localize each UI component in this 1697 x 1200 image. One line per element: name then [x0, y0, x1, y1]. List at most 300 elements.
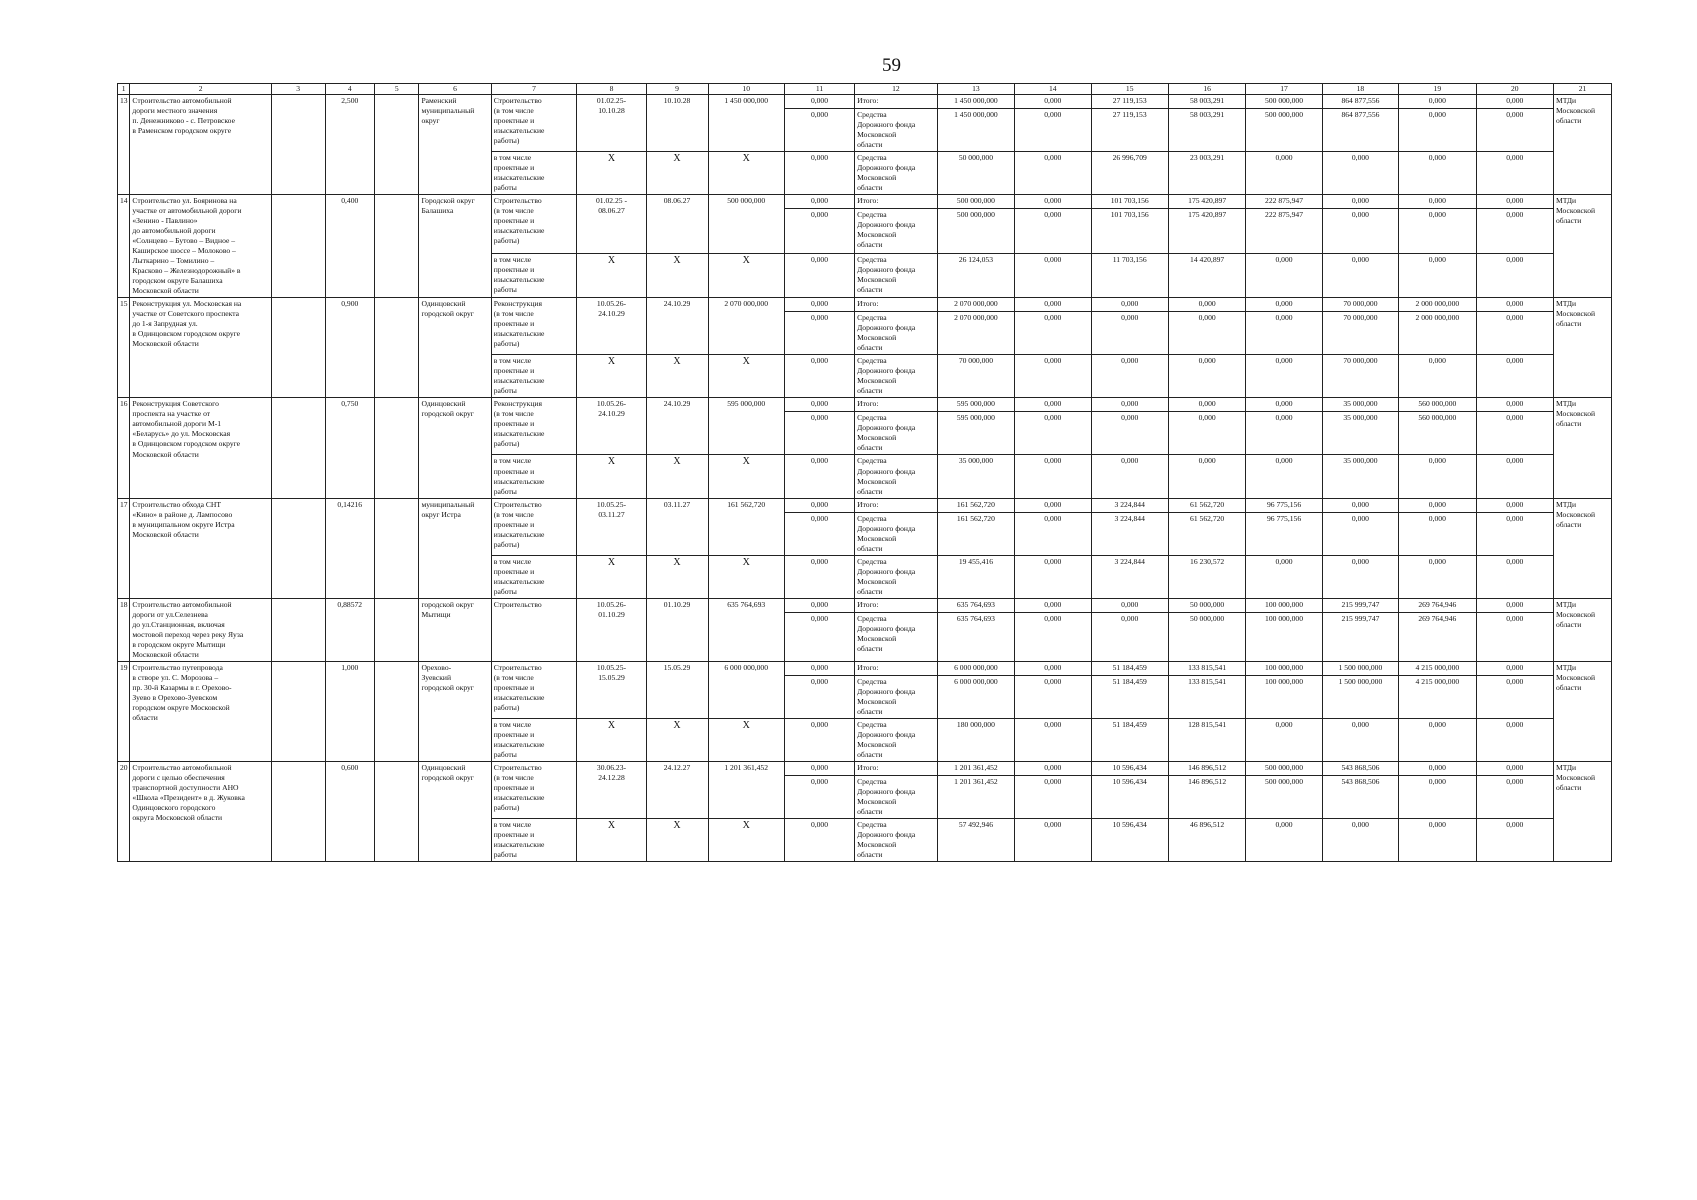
municipality: Орехово- Зуевский городской округ — [419, 661, 491, 761]
amount-col16: 175 420,897 — [1168, 209, 1245, 254]
funding-label: Средства Дорожного фонда Московской области — [855, 209, 938, 254]
amount-col20: 0,000 — [1476, 455, 1553, 498]
amount-col19: 269 764,946 — [1399, 598, 1476, 612]
amount-col15: 0,000 — [1091, 355, 1168, 398]
work-type: Строительство (в том числе проектные и изыскательские работы) — [491, 95, 577, 152]
funding-label: Средства Дорожного фонда Московской области — [855, 775, 938, 818]
work-type: Строительство (в том числе проектные и изыскательские работы) — [491, 195, 577, 254]
funding-label: Итого: — [855, 95, 938, 109]
col5-value — [375, 761, 419, 861]
amount-col17: 0,000 — [1246, 818, 1322, 861]
amount-col18: 0,000 — [1322, 253, 1398, 298]
funding-label: Итого: — [855, 195, 938, 209]
amount-col20: 0,000 — [1476, 298, 1553, 312]
amount-col11: 0,000 — [784, 95, 854, 109]
funding-label: Итого: — [855, 661, 938, 675]
completion-date: 01.10.29 — [646, 598, 708, 661]
amount-col18: 0,000 — [1322, 152, 1398, 195]
amount-col15: 10 596,434 — [1091, 818, 1168, 861]
funding-label: Итого: — [855, 298, 938, 312]
amount-col18: 543 868,506 — [1322, 761, 1398, 775]
project-name: Строительство автомобильной дороги от ул.Селезнева до ул.Станционная, включая мостовой переход через реку Яуза в городском округе Мытищи Московской области — [130, 598, 271, 661]
total-cost: 500 000,000 — [708, 195, 784, 254]
work-type: Строительство (в том числе проектные и изыскательские работы) — [491, 498, 577, 555]
amount-col16: 50 000,000 — [1168, 612, 1245, 661]
amount-col17: 222 875,947 — [1246, 195, 1322, 209]
length-km: 0,900 — [325, 298, 375, 398]
column-number: 11 — [784, 84, 854, 95]
amount-col15: 51 184,459 — [1091, 718, 1168, 761]
x-mark: X — [646, 355, 708, 398]
amount-col11: 0,000 — [784, 195, 854, 209]
column-number: 5 — [375, 84, 419, 95]
amount-col15: 0,000 — [1091, 455, 1168, 498]
x-mark: X — [577, 152, 646, 195]
total-cost: 6 000 000,000 — [708, 661, 784, 718]
amount-col20: 0,000 — [1476, 612, 1553, 661]
amount-col11: 0,000 — [784, 355, 854, 398]
amount-col14: 0,000 — [1015, 512, 1091, 555]
amount-col20: 0,000 — [1476, 598, 1553, 612]
period: 30.06.23- 24.12.28 — [577, 761, 646, 818]
column-number: 15 — [1091, 84, 1168, 95]
amount-col11: 0,000 — [784, 412, 854, 455]
amount-col17: 0,000 — [1246, 412, 1322, 455]
amount-col14: 0,000 — [1015, 775, 1091, 818]
amount-col15: 10 596,434 — [1091, 775, 1168, 818]
amount-col17: 0,000 — [1246, 298, 1322, 312]
amount-col16: 175 420,897 — [1168, 195, 1245, 209]
amount-col19: 0,000 — [1399, 512, 1476, 555]
amount-col18: 0,000 — [1322, 718, 1398, 761]
x-mark: X — [577, 555, 646, 598]
column-number: 20 — [1476, 84, 1553, 95]
amount-col17: 96 775,156 — [1246, 498, 1322, 512]
amount-col13: 180 000,000 — [937, 718, 1014, 761]
col5-value — [375, 195, 419, 298]
amount-col20: 0,000 — [1476, 512, 1553, 555]
x-mark: X — [646, 152, 708, 195]
amount-col19: 560 000,000 — [1399, 398, 1476, 412]
amount-col16: 0,000 — [1168, 398, 1245, 412]
column-number: 13 — [937, 84, 1014, 95]
amount-col11: 0,000 — [784, 718, 854, 761]
amount-col13: 635 764,693 — [937, 598, 1014, 612]
period: 01.02.25 - 08.06.27 — [577, 195, 646, 254]
amount-col13: 26 124,053 — [937, 253, 1014, 298]
completion-date: 15.05.29 — [646, 661, 708, 718]
amount-col15: 0,000 — [1091, 312, 1168, 355]
amount-col16: 0,000 — [1168, 355, 1245, 398]
project-name: Строительство автомобильной дороги с целью обеспечения транспортной доступности АНО «Школа «Президент» в д. Жуковка Одинцовского городского округа Московской области — [130, 761, 271, 861]
funding-label: Средства Дорожного фонда Московской области — [855, 612, 938, 661]
amount-col20: 0,000 — [1476, 398, 1553, 412]
amount-col13: 2 070 000,000 — [937, 298, 1014, 312]
amount-col18: 35 000,000 — [1322, 455, 1398, 498]
completion-date: 08.06.27 — [646, 195, 708, 254]
amount-col17: 0,000 — [1246, 312, 1322, 355]
column-number: 1 — [118, 84, 130, 95]
column-number-row — [118, 84, 1612, 95]
total-cost: 1 450 000,000 — [708, 95, 784, 152]
funding-label: Итого: — [855, 498, 938, 512]
amount-col11: 0,000 — [784, 598, 854, 612]
amount-col11: 0,000 — [784, 109, 854, 152]
amount-col18: 215 999,747 — [1322, 612, 1398, 661]
amount-col15: 3 224,844 — [1091, 512, 1168, 555]
amount-col20: 0,000 — [1476, 312, 1553, 355]
amount-col16: 16 230,572 — [1168, 555, 1245, 598]
col3-value — [271, 95, 325, 195]
amount-col11: 0,000 — [784, 675, 854, 718]
column-number: 21 — [1553, 84, 1611, 95]
amount-col17: 0,000 — [1246, 718, 1322, 761]
col3-value — [271, 598, 325, 661]
amount-col18: 215 999,747 — [1322, 598, 1398, 612]
amount-col11: 0,000 — [784, 398, 854, 412]
amount-col13: 161 562,720 — [937, 498, 1014, 512]
amount-col13: 6 000 000,000 — [937, 675, 1014, 718]
x-mark: X — [577, 455, 646, 498]
amount-col13: 595 000,000 — [937, 412, 1014, 455]
amount-col18: 70 000,000 — [1322, 312, 1398, 355]
amount-col14: 0,000 — [1015, 818, 1091, 861]
total-cost: 2 070 000,000 — [708, 298, 784, 355]
amount-col16: 128 815,541 — [1168, 718, 1245, 761]
amount-col20: 0,000 — [1476, 761, 1553, 775]
amount-col17: 100 000,000 — [1246, 661, 1322, 675]
col5-value — [375, 95, 419, 195]
road-projects-table — [117, 83, 1612, 862]
amount-col18: 864 877,556 — [1322, 109, 1398, 152]
amount-col14: 0,000 — [1015, 718, 1091, 761]
x-mark: X — [646, 818, 708, 861]
amount-col15: 3 224,844 — [1091, 555, 1168, 598]
work-type-design: в том числе проектные и изыскательские работы — [491, 818, 577, 861]
project-number: 13 — [118, 95, 130, 195]
x-mark: X — [708, 818, 784, 861]
amount-col15: 51 184,459 — [1091, 661, 1168, 675]
amount-col18: 543 868,506 — [1322, 775, 1398, 818]
x-mark: X — [577, 253, 646, 298]
customer: МТДи Московской области — [1553, 195, 1611, 298]
municipality: Раменский муниципальный округ — [419, 95, 491, 195]
column-number: 10 — [708, 84, 784, 95]
amount-col11: 0,000 — [784, 253, 854, 298]
funding-label: Средства Дорожного фонда Московской области — [855, 109, 938, 152]
amount-col14: 0,000 — [1015, 95, 1091, 109]
project-number: 15 — [118, 298, 130, 398]
amount-col20: 0,000 — [1476, 195, 1553, 209]
amount-col20: 0,000 — [1476, 661, 1553, 675]
col3-value — [271, 195, 325, 298]
total-cost: 161 562,720 — [708, 498, 784, 555]
amount-col17: 222 875,947 — [1246, 209, 1322, 254]
x-mark: X — [646, 455, 708, 498]
funding-label: Средства Дорожного фонда Московской области — [855, 412, 938, 455]
funding-label: Итого: — [855, 398, 938, 412]
amount-col19: 0,000 — [1399, 355, 1476, 398]
amount-col18: 0,000 — [1322, 498, 1398, 512]
amount-col13: 500 000,000 — [937, 209, 1014, 254]
period: 10.05.26- 01.10.29 — [577, 598, 646, 661]
completion-date: 10.10.28 — [646, 95, 708, 152]
amount-col14: 0,000 — [1015, 109, 1091, 152]
x-mark: X — [708, 555, 784, 598]
amount-col18: 35 000,000 — [1322, 412, 1398, 455]
amount-col17: 0,000 — [1246, 355, 1322, 398]
amount-col18: 70 000,000 — [1322, 298, 1398, 312]
amount-col13: 161 562,720 — [937, 512, 1014, 555]
x-mark: X — [646, 555, 708, 598]
amount-col20: 0,000 — [1476, 555, 1553, 598]
amount-col19: 0,000 — [1399, 718, 1476, 761]
amount-col19: 4 215 000,000 — [1399, 661, 1476, 675]
col3-value — [271, 661, 325, 761]
length-km: 0,14216 — [325, 498, 375, 598]
total-cost: 1 201 361,452 — [708, 761, 784, 818]
customer: МТДи Московской области — [1553, 95, 1611, 195]
amount-col17: 100 000,000 — [1246, 675, 1322, 718]
period: 01.02.25- 10.10.28 — [577, 95, 646, 152]
amount-col20: 0,000 — [1476, 675, 1553, 718]
length-km: 1,000 — [325, 661, 375, 761]
work-type-design: в том числе проектные и изыскательские работы — [491, 355, 577, 398]
customer: МТДи Московской области — [1553, 398, 1611, 498]
amount-col15: 26 996,709 — [1091, 152, 1168, 195]
amount-col16: 146 896,512 — [1168, 775, 1245, 818]
amount-col16: 61 562,720 — [1168, 498, 1245, 512]
work-type-design: в том числе проектные и изыскательские работы — [491, 253, 577, 298]
amount-col17: 500 000,000 — [1246, 761, 1322, 775]
col5-value — [375, 398, 419, 498]
amount-col16: 0,000 — [1168, 312, 1245, 355]
amount-col16: 133 815,541 — [1168, 661, 1245, 675]
amount-col17: 500 000,000 — [1246, 775, 1322, 818]
project-name: Строительство ул. Бояринова на участке от автомобильной дороги «Зенино - Павлино» до автомобильной дороги «Солнцево – Бутово – Видное – Каширское шоссе – Молоково – Лыткарино – Томилино – Красково – Железнодорожный» в городском округе Балашиха Московской области — [130, 195, 271, 298]
project-number: 20 — [118, 761, 130, 861]
amount-col15: 101 703,156 — [1091, 209, 1168, 254]
amount-col19: 2 000 000,000 — [1399, 298, 1476, 312]
amount-col15: 0,000 — [1091, 612, 1168, 661]
amount-col15: 10 596,434 — [1091, 761, 1168, 775]
project-name: Строительство автомобильной дороги местного значения п. Денежниково - с. Петровское в Раменском городском округе — [130, 95, 271, 195]
amount-col18: 0,000 — [1322, 209, 1398, 254]
amount-col14: 0,000 — [1015, 598, 1091, 612]
amount-col14: 0,000 — [1015, 253, 1091, 298]
amount-col15: 0,000 — [1091, 598, 1168, 612]
funding-label: Итого: — [855, 761, 938, 775]
municipality: Одинцовский городской округ — [419, 761, 491, 861]
amount-col19: 0,000 — [1399, 95, 1476, 109]
amount-col13: 595 000,000 — [937, 398, 1014, 412]
customer: МТДи Московской области — [1553, 761, 1611, 861]
amount-col15: 0,000 — [1091, 298, 1168, 312]
amount-col14: 0,000 — [1015, 761, 1091, 775]
amount-col17: 100 000,000 — [1246, 598, 1322, 612]
work-type-design: в том числе проектные и изыскательские работы — [491, 555, 577, 598]
work-type: Строительство (в том числе проектные и изыскательские работы) — [491, 661, 577, 718]
amount-col15: 11 703,156 — [1091, 253, 1168, 298]
amount-col13: 35 000,000 — [937, 455, 1014, 498]
amount-col16: 58 003,291 — [1168, 109, 1245, 152]
amount-col14: 0,000 — [1015, 355, 1091, 398]
amount-col13: 2 070 000,000 — [937, 312, 1014, 355]
project-row — [118, 95, 1612, 109]
funding-label: Средства Дорожного фонда Московской области — [855, 455, 938, 498]
x-mark: X — [708, 355, 784, 398]
amount-col17: 0,000 — [1246, 152, 1322, 195]
column-number: 9 — [646, 84, 708, 95]
work-type-design: в том числе проектные и изыскательские работы — [491, 455, 577, 498]
amount-col11: 0,000 — [784, 498, 854, 512]
customer: МТДи Московской области — [1553, 661, 1611, 761]
amount-col16: 14 420,897 — [1168, 253, 1245, 298]
amount-col15: 0,000 — [1091, 398, 1168, 412]
municipality: Одинцовский городской округ — [419, 398, 491, 498]
amount-col20: 0,000 — [1476, 355, 1553, 398]
amount-col13: 1 450 000,000 — [937, 109, 1014, 152]
x-mark: X — [646, 253, 708, 298]
work-type: Строительство — [491, 598, 577, 661]
amount-col15: 101 703,156 — [1091, 195, 1168, 209]
amount-col18: 864 877,556 — [1322, 95, 1398, 109]
amount-col11: 0,000 — [784, 152, 854, 195]
column-number: 3 — [271, 84, 325, 95]
funding-label: Средства Дорожного фонда Московской области — [855, 312, 938, 355]
x-mark: X — [646, 718, 708, 761]
amount-col19: 0,000 — [1399, 555, 1476, 598]
funding-label: Средства Дорожного фонда Московской области — [855, 512, 938, 555]
amount-col13: 57 492,946 — [937, 818, 1014, 861]
period: 10.05.26- 24.10.29 — [577, 398, 646, 455]
amount-col13: 500 000,000 — [937, 195, 1014, 209]
funding-label: Средства Дорожного фонда Московской области — [855, 718, 938, 761]
amount-col20: 0,000 — [1476, 412, 1553, 455]
funding-label: Средства Дорожного фонда Московской области — [855, 818, 938, 861]
column-number: 17 — [1246, 84, 1322, 95]
total-cost: 635 764,693 — [708, 598, 784, 661]
amount-col20: 0,000 — [1476, 152, 1553, 195]
project-number: 14 — [118, 195, 130, 298]
amount-col15: 27 119,153 — [1091, 109, 1168, 152]
col3-value — [271, 761, 325, 861]
amount-col19: 0,000 — [1399, 455, 1476, 498]
amount-col13: 70 000,000 — [937, 355, 1014, 398]
column-number: 4 — [325, 84, 375, 95]
amount-col19: 0,000 — [1399, 195, 1476, 209]
amount-col17: 0,000 — [1246, 555, 1322, 598]
completion-date: 24.12.27 — [646, 761, 708, 818]
amount-col19: 0,000 — [1399, 761, 1476, 775]
amount-col18: 0,000 — [1322, 555, 1398, 598]
customer: МТДи Московской области — [1553, 498, 1611, 598]
amount-col19: 0,000 — [1399, 152, 1476, 195]
amount-col14: 0,000 — [1015, 612, 1091, 661]
amount-col16: 46 896,512 — [1168, 818, 1245, 861]
funding-label: Средства Дорожного фонда Московской области — [855, 355, 938, 398]
amount-col16: 0,000 — [1168, 455, 1245, 498]
customer: МТДи Московской области — [1553, 598, 1611, 661]
amount-col11: 0,000 — [784, 761, 854, 775]
col5-value — [375, 598, 419, 661]
column-number: 6 — [419, 84, 491, 95]
amount-col17: 0,000 — [1246, 455, 1322, 498]
amount-col19: 4 215 000,000 — [1399, 675, 1476, 718]
amount-col18: 0,000 — [1322, 512, 1398, 555]
amount-col18: 35 000,000 — [1322, 398, 1398, 412]
project-row — [118, 598, 1612, 612]
column-number: 16 — [1168, 84, 1245, 95]
amount-col19: 0,000 — [1399, 498, 1476, 512]
amount-col14: 0,000 — [1015, 195, 1091, 209]
project-row — [118, 761, 1612, 775]
x-mark: X — [708, 152, 784, 195]
amount-col11: 0,000 — [784, 209, 854, 254]
amount-col11: 0,000 — [784, 661, 854, 675]
amount-col17: 0,000 — [1246, 253, 1322, 298]
amount-col15: 0,000 — [1091, 412, 1168, 455]
amount-col13: 50 000,000 — [937, 152, 1014, 195]
x-mark: X — [577, 818, 646, 861]
amount-col20: 0,000 — [1476, 109, 1553, 152]
amount-col14: 0,000 — [1015, 555, 1091, 598]
completion-date: 24.10.29 — [646, 298, 708, 355]
amount-col14: 0,000 — [1015, 398, 1091, 412]
amount-col11: 0,000 — [784, 612, 854, 661]
work-type: Реконструкция (в том числе проектные и изыскательские работы) — [491, 398, 577, 455]
funding-label: Средства Дорожного фонда Московской области — [855, 152, 938, 195]
amount-col17: 500 000,000 — [1246, 109, 1322, 152]
project-number: 16 — [118, 398, 130, 498]
amount-col19: 0,000 — [1399, 209, 1476, 254]
col3-value — [271, 298, 325, 398]
amount-col11: 0,000 — [784, 298, 854, 312]
col3-value — [271, 398, 325, 498]
funding-label: Итого: — [855, 598, 938, 612]
work-type-design: в том числе проектные и изыскательские работы — [491, 152, 577, 195]
municipality: муниципальный округ Истра — [419, 498, 491, 598]
work-type: Строительство (в том числе проектные и изыскательские работы) — [491, 761, 577, 818]
project-name: Строительство путепровода в створе ул. С. Морозова – пр. 30-й Казармы в г. Орехово- Зуево в Орехово-Зуевском городском округе Московской области — [130, 661, 271, 761]
amount-col18: 0,000 — [1322, 195, 1398, 209]
column-number: 14 — [1015, 84, 1091, 95]
amount-col11: 0,000 — [784, 455, 854, 498]
col5-value — [375, 498, 419, 598]
amount-col19: 560 000,000 — [1399, 412, 1476, 455]
amount-col13: 19 455,416 — [937, 555, 1014, 598]
amount-col18: 70 000,000 — [1322, 355, 1398, 398]
amount-col20: 0,000 — [1476, 253, 1553, 298]
page-number: 59 — [882, 55, 901, 76]
project-number: 19 — [118, 661, 130, 761]
municipality: Одинцовский городской округ — [419, 298, 491, 398]
work-type: Реконструкция (в том числе проектные и изыскательские работы) — [491, 298, 577, 355]
project-name: Реконструкция Советского проспекта на участке от автомобильной дороги М-1 «Беларусь» до ул. Московская в Одинцовском городском округе Московской области — [130, 398, 271, 498]
amount-col20: 0,000 — [1476, 718, 1553, 761]
column-number: 7 — [491, 84, 577, 95]
x-mark: X — [708, 253, 784, 298]
amount-col11: 0,000 — [784, 818, 854, 861]
amount-col14: 0,000 — [1015, 412, 1091, 455]
column-number: 2 — [130, 84, 271, 95]
column-number: 19 — [1399, 84, 1476, 95]
amount-col20: 0,000 — [1476, 775, 1553, 818]
x-mark: X — [577, 718, 646, 761]
amount-col16: 0,000 — [1168, 412, 1245, 455]
amount-col14: 0,000 — [1015, 152, 1091, 195]
amount-col17: 96 775,156 — [1246, 512, 1322, 555]
